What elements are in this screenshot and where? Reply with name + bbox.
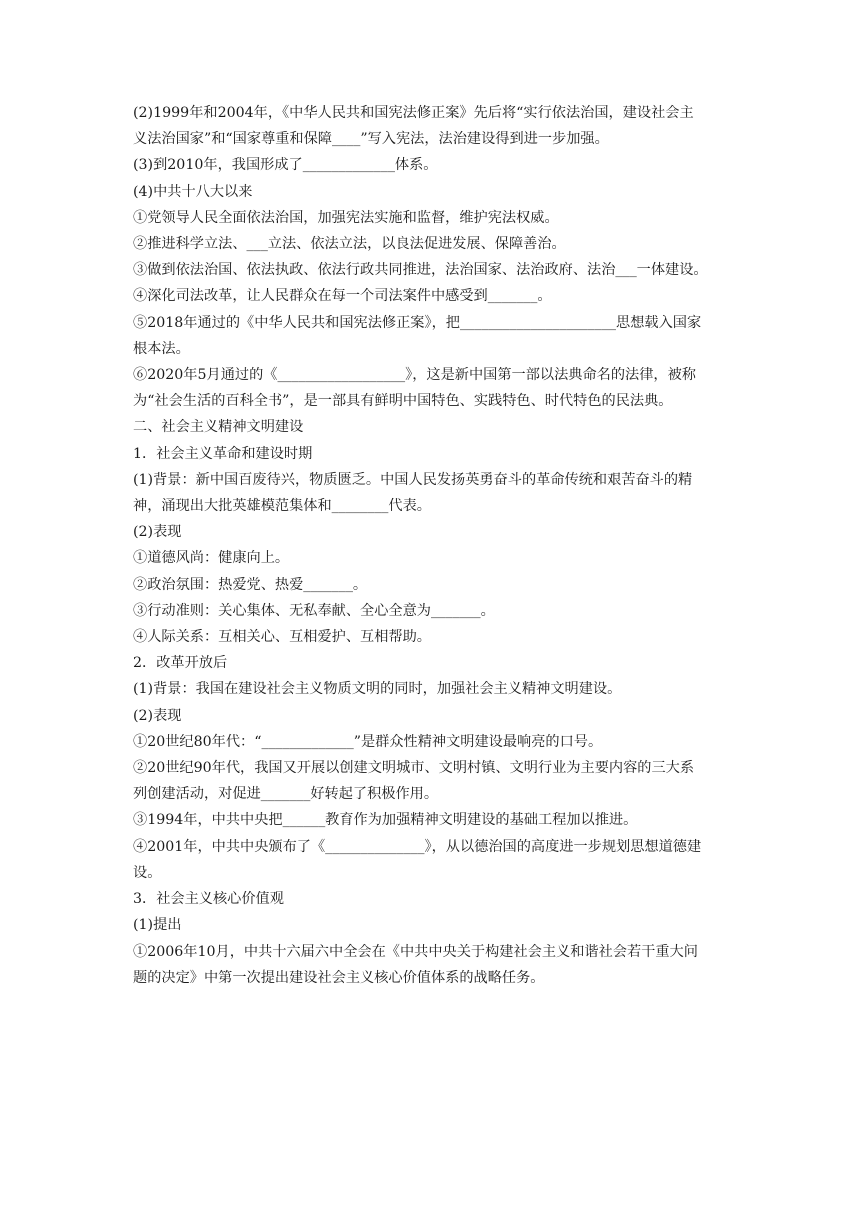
section-heading: (1)提出 xyxy=(133,917,182,934)
text-line: ③行动准则：关心集体、无私奉献、全心全意为_______。 xyxy=(133,602,495,619)
text-line: ①20世纪80年代：“_____________”是群众性精神文明建设最响亮的口号。 xyxy=(133,733,603,750)
text-line: ④2001年，中共中央颁布了《______________》，从以德治国的高度进一步规划思想道德建 xyxy=(133,838,702,855)
text-line: ⑤2018年通过的《中华人民共和国宪法修正案》，把______________________思想载入国家 xyxy=(133,314,702,331)
text-line: (1)背景：新中国百废待兴，物质匮乏。中国人民发扬英勇奋斗的革命传统和艰苦奋斗的精 xyxy=(133,471,693,488)
text-line: (3)到2010年，我国形成了_____________体系。 xyxy=(133,157,438,174)
text-line: ①党领导人民全面依法治国，加强宪法实施和监督，维护宪法权威。 xyxy=(133,209,559,226)
text-line: (1)背景：我国在建设社会主义物质文明的同时，加强社会主义精神文明建设。 xyxy=(133,681,622,698)
text-line: ①道德风尚：健康向上。 xyxy=(133,550,290,567)
text-line: 为“社会生活的百科全书”，是一部具有鲜明中国特色、实践特色、时代特色的民法典。 xyxy=(133,393,673,410)
text-line: ③做到依法治国、依法执政、依法行政共同推进，法治国家、法治政府、法治___一体建设。 xyxy=(133,262,708,279)
text-line: 列创建活动，对促进_______好转起了积极作用。 xyxy=(133,786,439,803)
section-heading: (2)表现 xyxy=(133,524,182,541)
text-line: 题的决定》中第一次提出建设社会主义核心价值体系的战略任务。 xyxy=(133,969,545,986)
text-line: ③1994年，中共中央把______教育作为加强精神文明建设的基础工程加以推进。 xyxy=(133,812,638,829)
text-line: ④深化司法改革，让人民群众在每一个司法案件中感受到_______。 xyxy=(133,288,552,305)
text-line: (2)1999年和2004年，《中华人民共和国宪法修正案》先后将“实行依法治国，建设社会主 xyxy=(133,105,694,121)
text-line: 设。 xyxy=(133,864,162,881)
text-line: ④人际关系：互相关心、互相爱护、互相帮助。 xyxy=(133,629,431,646)
text-line: ②20世纪90年代，我国又开展以创建文明城市、文明村镇、文明行业为主要内容的三大系 xyxy=(133,760,695,777)
text-line: 根本法。 xyxy=(133,340,190,357)
text-line: ②政治氛围：热爱党、热爱_______。 xyxy=(133,576,368,593)
section-heading: (2)表现 xyxy=(133,707,182,724)
text-line: 神，涌现出大批英雄模范集体和________代表。 xyxy=(133,498,431,515)
text-line: 义法治国家”和“国家尊重和保障____”写入宪法，法治建设得到进一步加强。 xyxy=(133,131,609,148)
text-line: ①2006年10月，中共十六届六中全会在《中共中央关于构建社会主义和谐社会若干重大问 xyxy=(133,943,698,960)
text-line: ②推进科学立法、___立法、依法立法，以良法促进发展、保障善治。 xyxy=(133,236,566,253)
section-heading: 2．改革开放后 xyxy=(133,655,228,672)
section-heading: 1．社会主义革命和建设时期 xyxy=(133,445,313,462)
text-line: ⑥2020年5月通过的《__________________》，这是新中国第一部以法典命名的法律，被称 xyxy=(133,367,696,384)
section-heading: 二、社会主义精神文明建设 xyxy=(133,419,304,436)
section-heading: (4)中共十八大以来 xyxy=(133,183,253,200)
section-heading: 3．社会主义核心价值观 xyxy=(133,891,284,908)
